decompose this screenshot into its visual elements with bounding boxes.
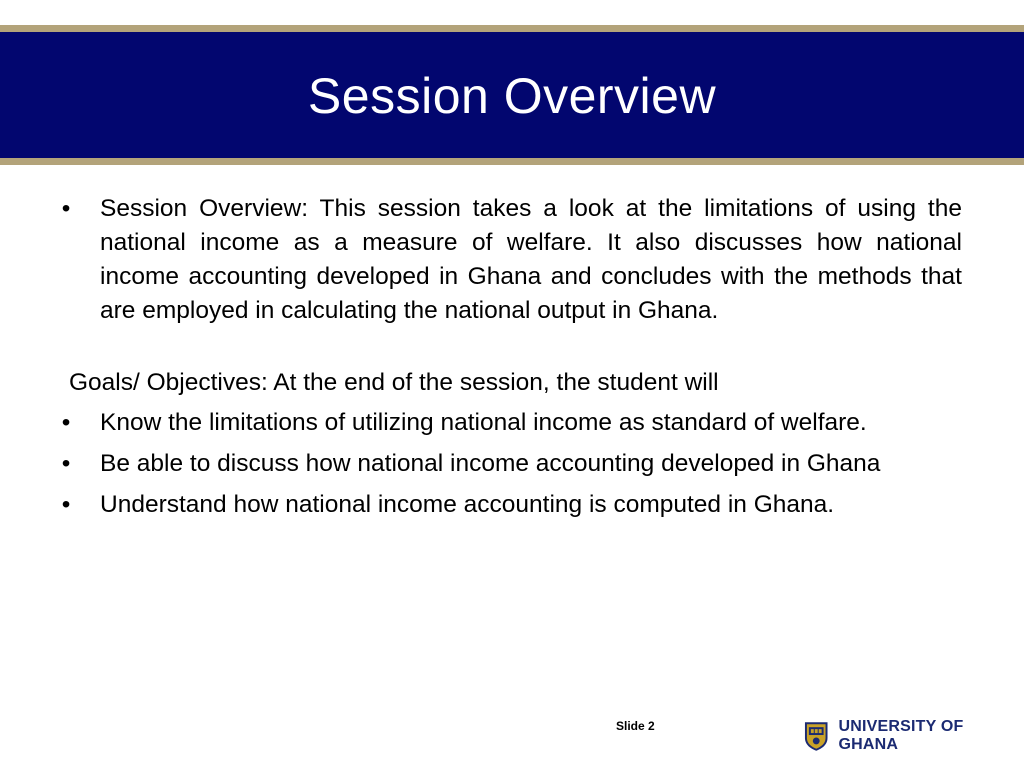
bullet-icon: • <box>61 450 71 477</box>
bullet-icon: • <box>61 491 71 518</box>
objective-text: Be able to discuss how national income accounting developed in Ghana <box>100 450 881 477</box>
objective-item <box>56 447 962 481</box>
top-accent-rule <box>0 25 1024 32</box>
objective-text: Understand how national income accounting is computed in Ghana. <box>100 491 835 518</box>
bullet-icon: • <box>61 195 71 222</box>
bottom-accent-rule <box>0 158 1024 165</box>
objective-text: Know the limitations of utilizing national income as standard of welfare. <box>100 409 867 436</box>
objective-item <box>56 406 962 440</box>
overview-text: Session Overview: This session takes a look at the limitations of using the national income as a measure of welfare. It also discusses how national income accounting developed in Ghana and concludes with the methods that are employed in calculating the national output in Ghana. <box>100 195 962 324</box>
university-name: UNIVERSITY OF GHANA <box>838 718 964 753</box>
bullet-icon: • <box>61 409 71 436</box>
slide-number: Slide 2 <box>616 719 655 733</box>
overview-bullet <box>56 192 962 328</box>
title-bar <box>0 32 1024 158</box>
university-logo <box>803 718 1024 754</box>
goals-heading: Goals/ Objectives: At the end of the session, the student will <box>69 369 719 396</box>
slide-body <box>56 192 962 529</box>
objective-item <box>56 488 962 522</box>
university-crest-icon <box>803 720 829 752</box>
objectives-list <box>56 406 962 522</box>
slide-title: Session Overview <box>307 68 717 124</box>
